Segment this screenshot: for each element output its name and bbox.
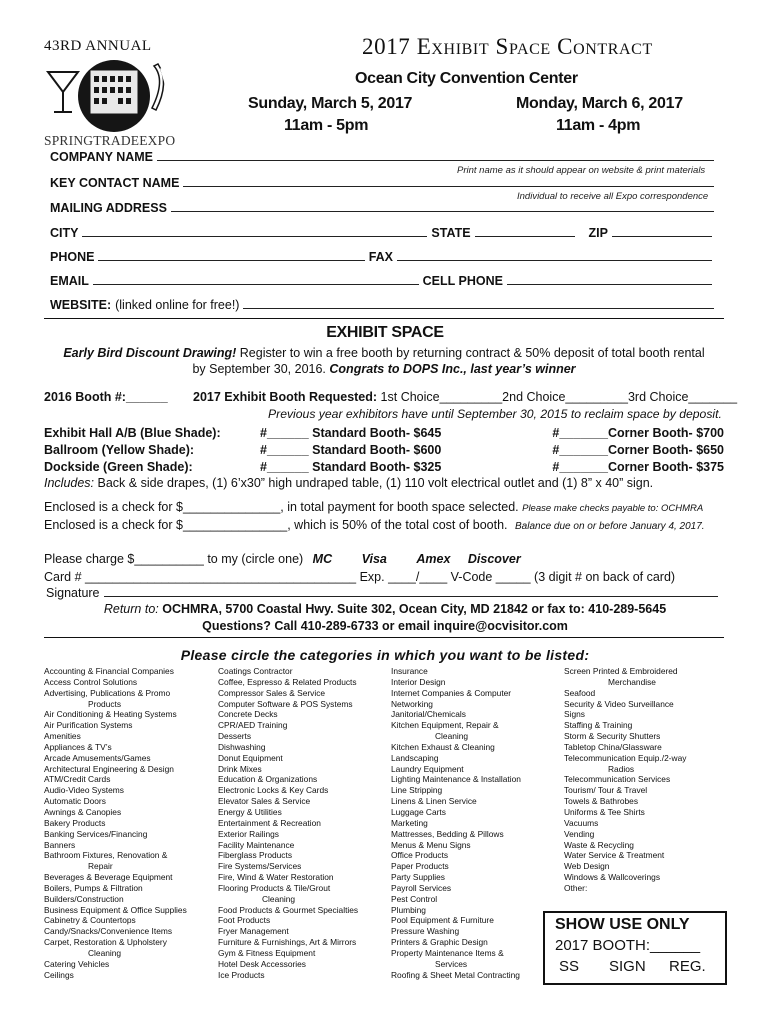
category-item[interactable]: Arcade Amusements/Games <box>44 752 151 763</box>
category-column-2 <box>218 666 358 980</box>
venue: Ocean City Convention Center <box>355 70 578 87</box>
category-column-1 <box>44 666 187 980</box>
corner-booth[interactable]: #_______Corner Booth- $375 <box>552 459 724 474</box>
email-row <box>50 274 718 288</box>
category-item[interactable]: Donut Equipment <box>218 752 283 763</box>
category-item[interactable]: Catering Vehicles <box>44 958 110 969</box>
category-item[interactable]: Windows & Wallcoverings <box>564 872 661 883</box>
price-grid <box>44 424 724 475</box>
area-label: Ballroom (Yellow Shade): <box>44 442 195 457</box>
early-bird <box>44 345 724 377</box>
company-row <box>50 150 718 164</box>
city-row <box>50 226 718 240</box>
category-item[interactable]: Computer Software & POS Systems <box>218 698 353 709</box>
category-item[interactable]: Tabletop China/Glassware <box>564 741 662 752</box>
category-item[interactable]: Payroll Services <box>391 882 452 893</box>
check-full <box>44 500 703 514</box>
mailing-row <box>50 201 718 215</box>
category-item[interactable]: Party Supplies <box>391 872 445 883</box>
category-item[interactable]: Appliances & TV’s <box>44 741 112 752</box>
return-line <box>0 602 770 616</box>
category-item[interactable]: ATM/Credit Cards <box>44 774 111 785</box>
category-item[interactable]: Cleaning <box>435 731 469 742</box>
category-item[interactable]: Vending <box>564 828 595 839</box>
category-item[interactable]: Coffee, Espresso & Related Products <box>218 676 357 687</box>
contact-row <box>50 176 718 190</box>
divider <box>44 637 724 638</box>
category-item[interactable]: Pool Equipment & Furniture <box>391 915 494 926</box>
category-item[interactable]: Carpet, Restoration & Upholstery <box>44 937 167 948</box>
standard-booth[interactable]: #______ Standard Booth- $600 <box>260 442 442 457</box>
website-row <box>50 298 718 312</box>
category-item[interactable]: Merchandise <box>608 676 656 687</box>
company-label: COMPANY NAME <box>50 150 154 164</box>
email-label: EMAIL <box>50 274 89 288</box>
state-label: STATE <box>431 226 471 240</box>
category-item[interactable]: Concrete Decks <box>218 709 278 720</box>
phone-row <box>50 250 718 264</box>
category-item[interactable]: Printers & Graphic Design <box>391 937 488 948</box>
check-full-text[interactable]: Enclosed is a check for $______________, in total payment for booth space selected. <box>44 500 519 514</box>
category-item[interactable]: Radios <box>608 763 635 774</box>
category-item[interactable]: Foot Products <box>218 915 271 926</box>
includes-text: Back & side drapes, (1) 6’x30” high undraped table, (1) 110 volt electrical outlet and (1) 8” x 40” sign. <box>97 476 654 490</box>
category-item[interactable]: Paper Products <box>391 861 449 872</box>
category-item[interactable]: Staffing & Training <box>564 720 633 731</box>
category-item[interactable]: Internet Companies & Computer <box>391 687 512 698</box>
fax-label: FAX <box>368 250 393 264</box>
category-item[interactable]: Towels & Bathrobes <box>564 796 639 807</box>
standard-booth[interactable]: #______ Standard Booth- $325 <box>260 459 442 474</box>
category-column-4 <box>564 666 686 894</box>
signature-row <box>46 586 722 600</box>
category-item[interactable]: Candy/Snacks/Convenience Items <box>44 926 173 937</box>
category-item[interactable]: Cleaning <box>262 893 296 904</box>
category-item[interactable]: Elevator Sales & Service <box>218 796 311 807</box>
category-item[interactable]: Bakery Products <box>44 817 106 828</box>
category-item[interactable]: Furniture & Furnishings, Art & Mirrors <box>218 937 357 948</box>
logo-graphic-icon <box>44 60 194 138</box>
category-item[interactable]: Entertainment & Recreation <box>218 817 321 828</box>
cell-input[interactable] <box>507 284 712 285</box>
mailing-label: MAILING ADDRESS <box>50 201 167 215</box>
city-label: CITY <box>50 226 79 240</box>
area-label: Exhibit Hall A/B (Blue Shade): <box>44 425 221 440</box>
return-text: OCHMRA, 5700 Coastal Hwy. Suite 302, Ocean City, MD 21842 or fax to: 410-289-5645 <box>162 602 667 616</box>
category-item[interactable]: Line Stripping <box>391 785 443 796</box>
category-item[interactable]: Desserts <box>218 731 252 742</box>
category-item[interactable]: Janitorial/Chemicals <box>391 709 466 720</box>
phone-input[interactable] <box>98 260 364 261</box>
logo-text: SPRINGTRADEEXPO <box>44 133 176 148</box>
early-bird-text: Register to win a free booth by returning contract & 50% deposit of total booth rental <box>239 346 705 360</box>
company-hint: Print name as it should appear on website & print materials <box>457 165 706 176</box>
card-line[interactable]: Card # _______________________________________ Exp. ____/____ V-Code _____ (3 digit # on back of card) <box>44 570 676 584</box>
category-item[interactable]: Laundry Equipment <box>391 763 464 774</box>
category-item[interactable]: Ceilings <box>44 969 74 980</box>
category-item[interactable]: Audio-Video Systems <box>44 785 124 796</box>
category-item[interactable]: Landscaping <box>391 752 439 763</box>
price-row <box>44 424 724 441</box>
congrats: Congrats to DOPS Inc., last year’s winner <box>329 362 576 376</box>
category-item[interactable]: Screen Printed & Embroidered <box>564 666 678 676</box>
check-half-text[interactable]: Enclosed is a check for $_______________, which is 50% of the total cost of booth. <box>44 518 508 532</box>
category-item[interactable]: Amenities <box>44 731 81 742</box>
contact-label: KEY CONTACT NAME <box>50 176 180 190</box>
category-item[interactable]: Fryer Management <box>218 926 289 937</box>
show-use-sign: SIGN <box>609 958 646 975</box>
category-item[interactable]: Plumbing <box>391 904 426 915</box>
category-item[interactable]: Pest Control <box>391 893 438 904</box>
expo-logo <box>44 60 194 138</box>
category-item[interactable]: Flooring Products & Tile/Grout <box>218 882 331 893</box>
zip-label: ZIP <box>588 226 608 240</box>
category-item[interactable]: Interior Design <box>391 676 446 687</box>
price-row <box>44 458 724 475</box>
zip-input[interactable] <box>612 236 712 237</box>
booth-2016[interactable]: 2016 Booth #:______ <box>44 390 168 404</box>
signature-label: Signature <box>46 586 100 600</box>
category-item[interactable]: Marketing <box>391 817 428 828</box>
category-item[interactable]: Telecommunication Equip./2-way <box>564 752 687 763</box>
return-label: Return to: <box>103 602 159 616</box>
charge-line <box>44 552 521 566</box>
category-item[interactable]: Cleaning <box>88 947 122 958</box>
show-use-ss: SS <box>559 958 580 975</box>
card-discover[interactable]: Discover <box>467 552 521 566</box>
cell-label: CELL PHONE <box>422 274 503 288</box>
category-item[interactable]: Mattresses, Bedding & Pillows <box>391 828 504 839</box>
category-item[interactable]: Roofing & Sheet Metal Contracting <box>391 969 520 980</box>
annual-label: 43RD ANNUAL <box>44 38 152 54</box>
category-item[interactable]: Banking Services/Financing <box>44 828 148 839</box>
corner-booth[interactable]: #_______Corner Booth- $650 <box>552 442 724 457</box>
category-item[interactable]: Pressure Washing <box>391 926 460 937</box>
day1-time: 11am - 5pm <box>284 117 369 134</box>
corner-booth[interactable]: #_______Corner Booth- $700 <box>552 425 724 440</box>
category-item[interactable]: Waste & Recycling <box>564 839 634 850</box>
booth-requested <box>193 390 737 404</box>
category-item[interactable]: Accounting & Financial Companies <box>44 666 174 676</box>
category-item[interactable]: Fire Systems/Services <box>218 861 302 872</box>
category-item[interactable]: Gym & Fitness Equipment <box>218 947 316 958</box>
day1-date: Sunday, March 5, 2017 <box>248 95 413 112</box>
website-label: WEBSITE: <box>50 298 112 312</box>
category-item[interactable]: Services <box>435 958 468 969</box>
category-item[interactable]: Luggage Carts <box>391 806 446 817</box>
category-item[interactable]: Air Conditioning & Heating Systems <box>44 709 177 720</box>
category-item[interactable]: Storm & Security Shutters <box>564 731 661 742</box>
show-use-title: SHOW USE ONLY <box>555 916 690 933</box>
page-title: 2017 Exhibit Space Contract <box>362 34 653 59</box>
includes <box>44 476 653 490</box>
balance-note: Balance due on or before January 4, 2017. <box>515 521 705 532</box>
category-item[interactable]: Dishwashing <box>218 741 266 752</box>
category-item[interactable]: Insurance <box>391 666 428 676</box>
website-note: (linked online for free!) <box>115 298 240 312</box>
category-item[interactable]: Uniforms & Tee Shirts <box>564 806 645 817</box>
category-item[interactable]: Cabinetry & Countertops <box>44 915 136 926</box>
charge-text[interactable]: Please charge $__________ to my (circle one) <box>44 552 304 566</box>
category-item[interactable]: Property Maintenance Items & <box>391 947 504 958</box>
city-input[interactable] <box>82 236 427 237</box>
category-item[interactable]: Web Design <box>564 861 610 872</box>
previous-note: Previous year exhibitors have until September 30, 2015 to reclaim space by deposit. <box>268 407 722 421</box>
category-item[interactable]: Automatic Doors <box>44 796 106 807</box>
category-item[interactable]: Security & Video Surveillance <box>564 698 674 709</box>
check-payable-note: Please make checks payable to: OCHMRA <box>522 503 704 514</box>
category-item[interactable]: Beverages & Beverage Equipment <box>44 872 173 883</box>
includes-label: Includes: <box>44 476 95 490</box>
day2-date: Monday, March 6, 2017 <box>516 95 683 112</box>
check-half <box>44 518 705 532</box>
category-item[interactable]: Networking <box>391 698 433 709</box>
category-item[interactable]: Awnings & Canopies <box>44 806 122 817</box>
contact-hint: Individual to receive all Expo correspondence <box>517 191 709 202</box>
category-item[interactable]: Boilers, Pumps & Filtration <box>44 882 143 893</box>
area-label: Dockside (Green Shade): <box>44 459 193 474</box>
category-item[interactable]: Fire, Wind & Water Restoration <box>218 872 334 883</box>
category-item[interactable]: Fiberglass Products <box>218 850 293 861</box>
category-item[interactable]: Coatings Contractor <box>218 666 293 676</box>
category-item[interactable]: Water Service & Treatment <box>564 850 665 861</box>
signature-input[interactable] <box>104 596 718 597</box>
standard-booth[interactable]: #______ Standard Booth- $645 <box>260 425 442 440</box>
category-item[interactable]: Menus & Menu Signs <box>391 839 471 850</box>
card-mc[interactable]: MC <box>312 552 333 566</box>
day2-time: 11am - 4pm <box>556 117 641 134</box>
mailing-input[interactable] <box>171 211 714 212</box>
category-item[interactable]: Builders/Construction <box>44 893 124 904</box>
card-amex[interactable]: Amex <box>416 552 451 566</box>
category-item[interactable]: Telecommunication Services <box>564 774 671 785</box>
phone-label: PHONE <box>50 250 95 264</box>
category-item[interactable]: Electronic Locks & Key Cards <box>218 785 329 796</box>
requested-label: 2017 Exhibit Booth Requested: <box>193 390 378 404</box>
category-item[interactable]: Exterior Railings <box>218 828 279 839</box>
category-item[interactable]: Hotel Desk Accessories <box>218 958 306 969</box>
category-column-3 <box>391 666 521 980</box>
category-item[interactable]: Tourism/ Tour & Travel <box>564 785 648 796</box>
category-item[interactable]: Banners <box>44 839 76 850</box>
category-item[interactable]: Education & Organizations <box>218 774 318 785</box>
choices[interactable]: 1st Choice_________2nd Choice_________3rd Choice_______ <box>380 390 738 404</box>
category-item[interactable]: Food Products & Gourmet Specialties <box>218 904 359 915</box>
divider <box>44 318 724 319</box>
category-item[interactable]: Other: <box>564 882 588 893</box>
category-item[interactable]: Air Purification Systems <box>44 720 133 731</box>
category-item[interactable]: Kitchen Equipment, Repair & <box>391 720 499 731</box>
show-use-box <box>543 911 727 985</box>
company-input[interactable] <box>157 160 714 161</box>
fax-input[interactable] <box>397 260 712 261</box>
category-item[interactable]: Signs <box>564 709 585 720</box>
website-input[interactable] <box>243 308 714 309</box>
state-input[interactable] <box>475 236 575 237</box>
category-item[interactable]: Vacuums <box>564 817 599 828</box>
category-item[interactable]: Office Products <box>391 850 449 861</box>
category-item[interactable]: Linens & Linen Service <box>391 796 477 807</box>
category-item[interactable]: Business Equipment & Office Supplies <box>44 904 187 915</box>
category-item[interactable]: Kitchen Exhaust & Cleaning <box>391 741 495 752</box>
category-item[interactable]: Bathroom Fixtures, Renovation & <box>44 850 168 861</box>
category-item[interactable]: Architectural Engineering & Design <box>44 763 174 774</box>
category-item[interactable]: Facility Maintenance <box>218 839 295 850</box>
category-item[interactable]: Products <box>88 698 122 709</box>
category-item[interactable]: Ice Products <box>218 969 265 980</box>
category-item[interactable]: Repair <box>88 861 113 872</box>
contact-input[interactable] <box>183 186 714 187</box>
early-bird-text2: by September 30, 2016. <box>192 362 326 376</box>
category-item[interactable]: Compressor Sales & Service <box>218 687 326 698</box>
category-item[interactable]: Advertising, Publications & Promo <box>44 687 171 698</box>
category-item[interactable]: Access Control Solutions <box>44 676 138 687</box>
questions-line: Questions? Call 410-289-6733 or email inquire@ocvisitor.com <box>202 619 568 633</box>
category-item[interactable]: Drink Mixes <box>218 763 262 774</box>
exhibit-heading: EXHIBIT SPACE <box>326 324 444 341</box>
price-row <box>44 441 724 458</box>
category-item[interactable]: Energy & Utilities <box>218 806 282 817</box>
show-use-booth[interactable]: 2017 BOOTH:______ <box>555 937 701 954</box>
card-visa[interactable]: Visa <box>361 552 387 566</box>
category-item[interactable]: Lighting Maintenance & Installation <box>391 774 521 785</box>
category-item[interactable]: Seafood <box>564 687 596 698</box>
early-bird-bold: Early Bird Discount Drawing! <box>63 346 237 360</box>
show-use-reg: REG. <box>669 958 706 975</box>
categories-heading: Please circle the categories in which you want to be listed: <box>180 647 590 663</box>
category-item[interactable]: CPR/AED Training <box>218 720 288 731</box>
email-input[interactable] <box>93 284 419 285</box>
